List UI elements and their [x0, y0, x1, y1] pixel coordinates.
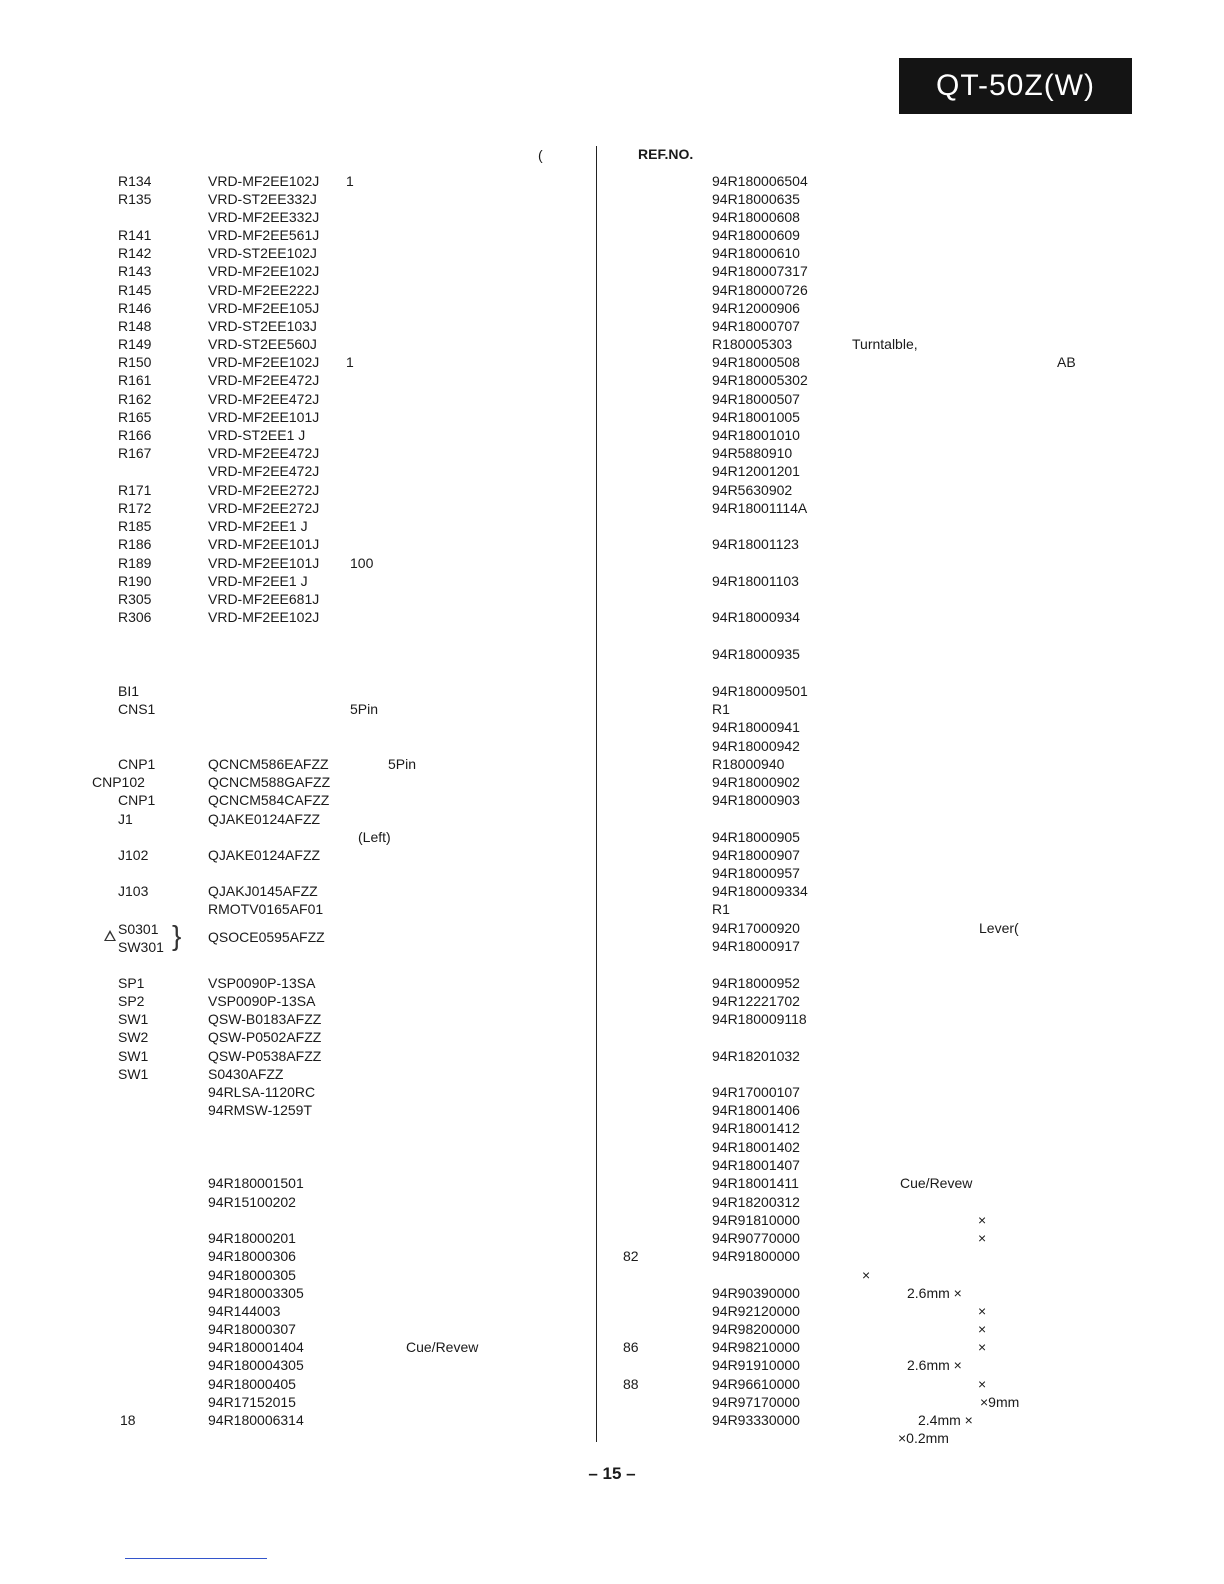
ref-s0301: S0301	[118, 921, 159, 937]
part-number: 94R180005302	[712, 372, 808, 388]
ref-number: J102	[118, 847, 149, 863]
part-number: VSP0090P-13SA	[208, 993, 316, 1009]
part-number: VRD-MF2EE101J	[208, 555, 320, 571]
part-number: QCNCM584CAFZZ	[208, 792, 330, 808]
ref-number: R167	[118, 445, 152, 461]
part-number: QCNCM588GAFZZ	[208, 774, 331, 790]
part-number: 94R98200000	[712, 1321, 800, 1337]
part-number: 94R91910000	[712, 1357, 800, 1373]
part-number: 94R18201032	[712, 1048, 800, 1064]
part-number: VRD-MF2EE472J	[208, 445, 320, 461]
part-number: VRD-MF2EE332J	[208, 209, 320, 225]
ref-number: SW1	[118, 1048, 149, 1064]
part-number: 94R18000917	[712, 938, 800, 954]
part-number: 94R90770000	[712, 1230, 800, 1246]
part-number: 94R12001201	[712, 463, 800, 479]
part-number: 94R180001404	[208, 1339, 304, 1355]
part-number: VRD-MF2EE681J	[208, 591, 320, 607]
ref-number: R162	[118, 391, 152, 407]
part-number: 94R98210000	[712, 1339, 800, 1355]
part-number: VRD-MF2EE101J	[208, 536, 320, 552]
part-number: S0430AFZZ	[208, 1066, 284, 1082]
part-number: QJAKJ0145AFZZ	[208, 883, 318, 899]
ref-number: CNP1	[118, 756, 156, 772]
part-number: 94R18001411	[712, 1175, 799, 1191]
part-number: VRD-MF2EE102J	[208, 609, 320, 625]
part-number: 94R17152015	[208, 1394, 296, 1410]
part-number: 94R18000952	[712, 975, 800, 991]
part-number: QSW-B0183AFZZ	[208, 1011, 322, 1027]
part-number: VRD-MF2EE222J	[208, 282, 320, 298]
part-number: 94R18000941	[712, 719, 800, 735]
part-note: 5Pin	[350, 701, 379, 717]
part-number: 94R180006504	[712, 173, 808, 189]
part-number: 94R144003	[208, 1303, 281, 1319]
part-number: VRD-MF2EE561J	[208, 227, 320, 243]
part-number: 94R18000608	[712, 209, 800, 225]
part-description: Lever(	[979, 920, 1019, 936]
part-number: 94R18001402	[712, 1139, 800, 1155]
part-number: 94R18200312	[712, 1194, 800, 1210]
part-description: 2.6mm ×	[907, 1357, 962, 1373]
part-note: (Left)	[358, 829, 391, 845]
ref-number: J1	[118, 811, 133, 827]
part-number: 94R5880910	[712, 445, 793, 461]
part-number: 94R180006314	[208, 1412, 304, 1428]
ref-number: R146	[118, 300, 152, 316]
part-number: QSOCE0595AFZZ	[208, 929, 325, 945]
part-number: 94R91810000	[712, 1212, 800, 1228]
part-description: Turntalble,	[852, 336, 918, 352]
part-number: 94R18000405	[208, 1376, 296, 1392]
part-number: 94R18000942	[712, 738, 800, 754]
ref-number: R150	[118, 354, 152, 370]
part-number: 94R18000903	[712, 792, 800, 808]
part-number: VRD-MF2EE102J	[208, 263, 320, 279]
part-number: 94R180001501	[208, 1175, 304, 1191]
ref-number: R306	[118, 609, 152, 625]
part-number: R1	[712, 701, 730, 717]
part-number: 94R12221702	[712, 993, 800, 1009]
ref-number: R134	[118, 173, 152, 189]
part-number: R1	[712, 901, 730, 917]
part-number: VRD-ST2EE1 J	[208, 427, 306, 443]
ref-number: 82	[623, 1248, 639, 1264]
part-description: ×0.2mm	[898, 1430, 949, 1446]
part-number: 94R18000934	[712, 609, 800, 625]
ref-number: R141	[118, 227, 152, 243]
footer-rule	[125, 1558, 267, 1559]
part-number: VRD-MF2EE102J	[208, 354, 320, 370]
ref-number: R142	[118, 245, 152, 261]
part-number: 94R90390000	[712, 1285, 800, 1301]
ref-number: R185	[118, 518, 152, 534]
part-number: 94R18001407	[712, 1157, 800, 1173]
part-number: VRD-MF2EE472J	[208, 372, 320, 388]
ref-number: R190	[118, 573, 152, 589]
page-number: – 15 –	[588, 1464, 636, 1483]
part-number: R18000940	[712, 756, 785, 772]
part-number: 94R18000610	[712, 245, 800, 261]
ref-sw301: SW301	[118, 939, 164, 955]
part-number: 94R17000920	[712, 920, 800, 936]
part-number: RMOTV0165AF01	[208, 901, 324, 917]
part-number: VRD-ST2EE332J	[208, 191, 317, 207]
ref-number: SW1	[118, 1011, 149, 1027]
model-badge: QT-50Z(W)	[899, 58, 1132, 114]
part-number: QJAKE0124AFZZ	[208, 847, 321, 863]
part-description: ×	[978, 1212, 987, 1228]
part-number: 94R18001406	[712, 1102, 800, 1118]
part-number: 94R180009501	[712, 683, 808, 699]
part-number: VSP0090P-13SA	[208, 975, 316, 991]
part-description: 2.6mm ×	[907, 1285, 962, 1301]
ref-number: R143	[118, 263, 152, 279]
part-description: ×	[978, 1230, 987, 1246]
ref-number: CNS1	[118, 701, 156, 717]
part-description: ×	[978, 1321, 987, 1337]
part-number: 94R180007317	[712, 263, 808, 279]
part-number: 94R180009118	[712, 1011, 807, 1027]
part-number: 94R93330000	[712, 1412, 800, 1428]
ref-number: SP1	[118, 975, 145, 991]
part-number: 94R18001114A	[712, 500, 808, 516]
ref-number: R189	[118, 555, 152, 571]
part-number: VRD-MF2EE472J	[208, 391, 320, 407]
part-number: 94R18000635	[712, 191, 800, 207]
part-number: 94R18000707	[712, 318, 800, 334]
stray-mark: (	[538, 147, 543, 163]
part-number: 94R18000305	[208, 1267, 296, 1283]
part-number: VRD-MF2EE272J	[208, 482, 320, 498]
part-description: ×	[978, 1303, 987, 1319]
part-number: R180005303	[712, 336, 793, 352]
ref-number: R171	[118, 482, 152, 498]
part-number: 94R18000507	[712, 391, 800, 407]
part-number: VRD-ST2EE102J	[208, 245, 317, 261]
part-number: VRD-ST2EE103J	[208, 318, 317, 334]
part-number: 94R18000907	[712, 847, 800, 863]
part-description: AB	[1057, 354, 1076, 370]
part-number: 94RMSW-1259T	[208, 1102, 313, 1118]
ref-number: R186	[118, 536, 152, 552]
part-number: 94R18000905	[712, 829, 800, 845]
ref-number: J103	[118, 883, 149, 899]
part-number: 94R18001010	[712, 427, 800, 443]
brace-icon: }	[172, 920, 182, 951]
part-number: 94R18000935	[712, 646, 800, 662]
ref-number: R145	[118, 282, 152, 298]
part-number: 94RLSA-1120RC	[208, 1084, 316, 1100]
part-note: 100	[350, 555, 374, 571]
part-number: VRD-MF2EE101J	[208, 409, 320, 425]
part-number: VRD-MF2EE272J	[208, 500, 320, 516]
ref-number: SW1	[118, 1066, 149, 1082]
ref-number: R165	[118, 409, 152, 425]
part-number: 94R18000609	[712, 227, 800, 243]
part-number: 94R17000107	[712, 1084, 800, 1100]
ref-number: R305	[118, 591, 152, 607]
warning-triangle-icon	[104, 930, 116, 941]
part-number: QSW-P0502AFZZ	[208, 1029, 322, 1045]
ref-number: 18	[120, 1412, 136, 1428]
ref-number: R166	[118, 427, 152, 443]
part-number: 94R96610000	[712, 1376, 800, 1392]
part-number: 94R180003305	[208, 1285, 304, 1301]
ref-number: R161	[118, 372, 152, 388]
ref-number: R148	[118, 318, 152, 334]
part-number: 94R180000726	[712, 282, 808, 298]
part-number: VRD-MF2EE102J	[208, 173, 320, 189]
ref-number: CNP1	[118, 792, 156, 808]
part-number: VRD-MF2EE105J	[208, 300, 320, 316]
part-description: ×9mm	[980, 1394, 1020, 1410]
ref-no-label: REF.NO.	[638, 146, 694, 162]
ref-number: R135	[118, 191, 152, 207]
part-number: 94R180009334	[712, 883, 808, 899]
part-number: 94R92120000	[712, 1303, 800, 1319]
part-number: 94R12000906	[712, 300, 800, 316]
part-number: 94R18000902	[712, 774, 800, 790]
part-number: 94R18000957	[712, 865, 800, 881]
part-number: 94R5630902	[712, 482, 793, 498]
part-number: 94R18000307	[208, 1321, 296, 1337]
part-number: 94R18001103	[712, 573, 799, 589]
part-description: ×	[978, 1376, 987, 1392]
part-description: ×	[978, 1339, 987, 1355]
part-number: 94R97170000	[712, 1394, 800, 1410]
part-description: Cue/Revew	[900, 1175, 973, 1191]
ref-number: R149	[118, 336, 152, 352]
part-number: 94R15100202	[208, 1194, 296, 1210]
column-divider	[596, 146, 597, 1442]
ref-number: 86	[623, 1339, 639, 1355]
part-number: 94R18000508	[712, 354, 800, 370]
part-number: 94R18001005	[712, 409, 800, 425]
part-note: Cue/Revew	[406, 1339, 479, 1355]
part-number: VRD-MF2EE472J	[208, 463, 320, 479]
ref-number: BI1	[118, 683, 140, 699]
part-note: 5Pin	[388, 756, 417, 772]
part-note: 1	[346, 354, 354, 370]
ref-number: CNP102	[92, 774, 145, 790]
part-number: 94R18001123	[712, 536, 799, 552]
ref-number: R172	[118, 500, 152, 516]
ref-number: SW2	[118, 1029, 149, 1045]
part-number: 94R18001412	[712, 1120, 800, 1136]
part-number: 94R18000306	[208, 1248, 296, 1264]
ref-number: SP2	[118, 993, 145, 1009]
part-number: QSW-P0538AFZZ	[208, 1048, 322, 1064]
part-number: VRD-MF2EE1 J	[208, 573, 308, 589]
part-number: 94R18000201	[208, 1230, 296, 1246]
part-number: 94R180004305	[208, 1357, 304, 1373]
ref-number: 88	[623, 1376, 639, 1392]
part-description: ×	[862, 1267, 871, 1283]
part-number: QCNCM586EAFZZ	[208, 756, 329, 772]
part-number: VRD-ST2EE560J	[208, 336, 317, 352]
part-number: 94R91800000	[712, 1248, 800, 1264]
part-number: QJAKE0124AFZZ	[208, 811, 321, 827]
part-note: 1	[346, 173, 354, 189]
part-number: VRD-MF2EE1 J	[208, 518, 308, 534]
part-description: 2.4mm ×	[918, 1412, 973, 1428]
